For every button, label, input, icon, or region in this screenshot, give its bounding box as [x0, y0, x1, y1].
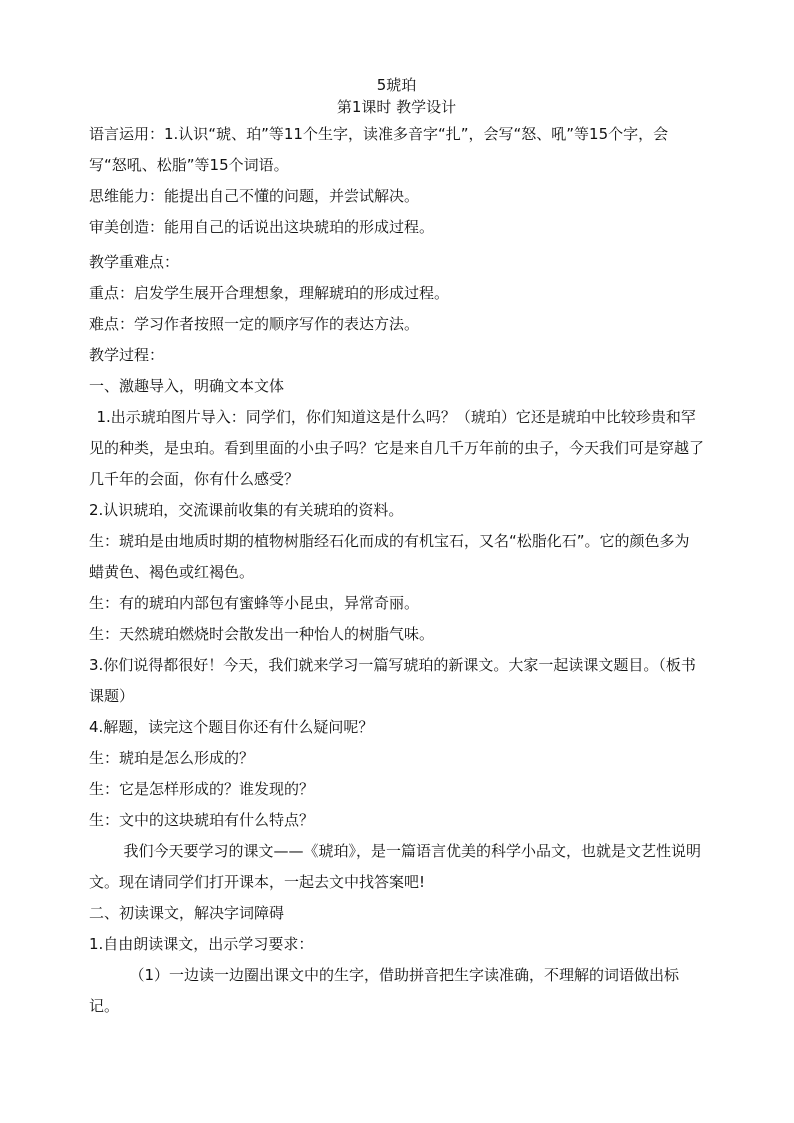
objective-thinking: 思维能力：能提出自己不懂的问题，并尝试解决。	[89, 187, 420, 205]
section-heading-key-points: 教学重难点：	[89, 253, 180, 271]
section-heading-process: 教学过程：	[89, 346, 165, 364]
paragraph: 3.你们说得都很好！今天，我们就来学习一篇写琥珀的新课文。大家一起读课文题目。（板书课题）	[89, 656, 696, 705]
document-subtitle: 第1课时 教学设计	[336, 98, 457, 116]
paragraph: 1.出示琥珀图片导入：同学们，你们知道这是什么吗？（琥珀）它还是琥珀中比较珍贵和罕见的种类，是虫珀。看到里面的小虫子吗？它是来自几千万年前的虫子，今天我们可是穿越了几千年的会面，你有什么感受？	[89, 408, 705, 488]
difficult-point: 难点：学习作者按照一定的顺序写作的表达方法。	[89, 315, 420, 333]
objective-aesthetic: 审美创造：能用自己的话说出这块琥珀的形成过程。	[89, 218, 435, 236]
paragraph: 2.认识琥珀，交流课前收集的有关琥珀的资料。	[89, 501, 404, 519]
student-answer: 生：文中的这块琥珀有什么特点？	[89, 811, 315, 829]
paragraph: （1）一边读一边圈出课文中的生字，借助拼音把生字读准确，不理解的词语做出标记。	[89, 966, 680, 1015]
student-answer: 生：天然琥珀燃烧时会散发出一种怡人的树脂气味。	[89, 625, 435, 643]
step-heading-2: 二、初读课文，解决字词障碍	[89, 904, 285, 922]
document-body	[89, 74, 704, 1022]
paragraph: 1.自由朗读课文，出示学习要求：	[89, 935, 314, 953]
student-answer: 生：琥珀是怎么形成的？	[89, 749, 255, 767]
paragraph: 我们今天要学习的课文——《琥珀》，是一篇语言优美的科学小品文，也就是文艺性说明文。现在请同学们打开课本，一起去文中找答案吧!	[89, 842, 702, 891]
student-answer: 生：有的琥珀内部包有蜜蜂等小昆虫，异常奇丽。	[89, 594, 420, 612]
objective-language: 语言运用：1.认识“琥、珀”等11个生字，读准多音字“扎”，会写“怒、吼”等15个字，会写“怒吼、松脂”等15个词语。	[89, 125, 669, 174]
key-point: 重点：启发学生展开合理想象，理解琥珀的形成过程。	[89, 284, 450, 302]
paragraph: 4.解题，读完这个题目你还有什么疑问呢？	[89, 718, 374, 736]
document-title: 5琥珀	[376, 76, 417, 94]
step-heading-1: 一、激趣导入，明确文本文体	[89, 377, 285, 395]
student-answer: 生：琥珀是由地质时期的植物树脂经石化而成的有机宝石，又名“松脂化石”。它的颜色多为蜡黄色、褐色或红褐色。	[89, 532, 690, 581]
student-answer: 生：它是怎样形成的？谁发现的？	[89, 780, 315, 798]
